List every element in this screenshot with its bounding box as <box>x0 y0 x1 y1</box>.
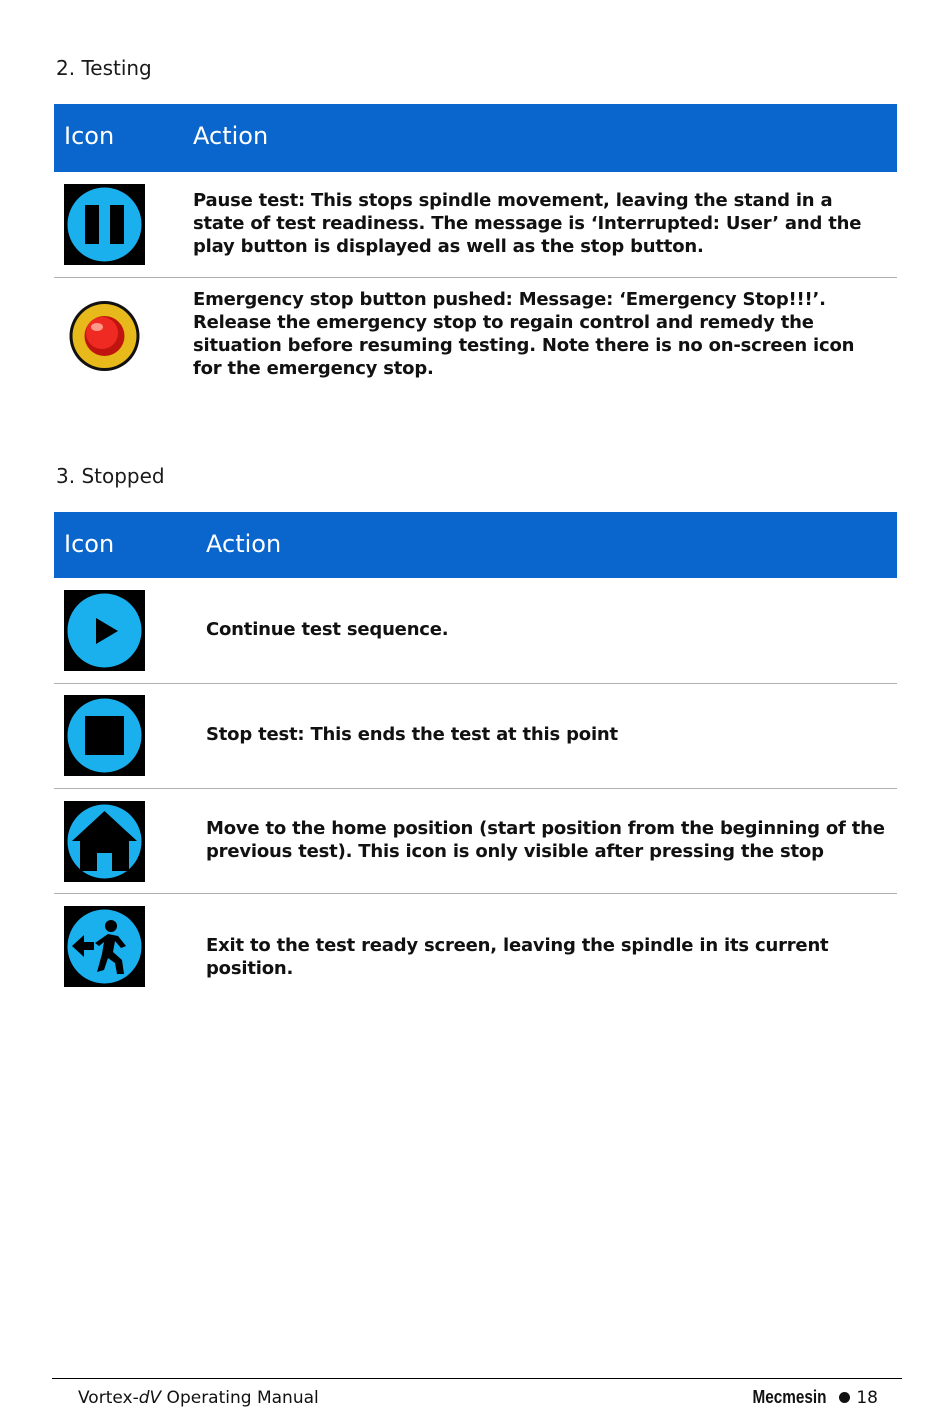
footer-brand-page <box>746 1387 878 1408</box>
emergency-stop-description: Emergency stop button pushed: Message: ‘Emergency Stop!!!’. Release the emergency stop to regain control and remedy the situation before resuming testing. Note there is no on-screen icon for the emergency stop. <box>193 289 855 379</box>
exit-icon <box>64 906 145 991</box>
pause-icon <box>64 184 145 265</box>
emergency-stop-icon <box>64 298 145 383</box>
header-icon-label: Icon <box>64 122 115 150</box>
stop-icon <box>64 695 145 780</box>
brand-logo: Mecmesin <box>752 1387 827 1407</box>
play-description: Continue test sequence. <box>206 619 449 640</box>
footer-divider <box>52 1378 902 1379</box>
header-action-label: Action <box>193 122 269 150</box>
footer-manual-italic: dV <box>138 1388 162 1408</box>
home-description: Move to the home position (start position from the beginning of the previous test). This icon is only visible after pressing the stop <box>206 818 885 862</box>
page-number: 18 <box>856 1388 878 1408</box>
footer-manual-prefix: Vortex- <box>78 1388 139 1408</box>
pause-description: Pause test: This stops spindle movement, leaving the stand in a state of test readiness. The message is ‘Interrupted: User’ and the play button is displayed as well as the stop button. <box>193 190 862 257</box>
exit-description: Exit to the test ready screen, leaving the spindle in its current position. <box>206 935 829 979</box>
footer-manual-title <box>78 1388 319 1408</box>
stopped-table <box>54 512 897 998</box>
header-icon-label: Icon <box>64 530 115 558</box>
table-header <box>54 512 897 578</box>
footer-manual-suffix: Operating Manual <box>161 1388 319 1408</box>
section-title-stopped: 3. Stopped <box>56 464 165 488</box>
home-icon <box>64 801 145 886</box>
stop-description: Stop test: This ends the test at this point <box>206 724 618 745</box>
header-action-label: Action <box>206 530 282 558</box>
bullet-icon <box>839 1392 850 1403</box>
section-title-testing: 2. Testing <box>56 56 152 80</box>
table-header <box>54 104 897 172</box>
play-icon <box>64 590 145 675</box>
